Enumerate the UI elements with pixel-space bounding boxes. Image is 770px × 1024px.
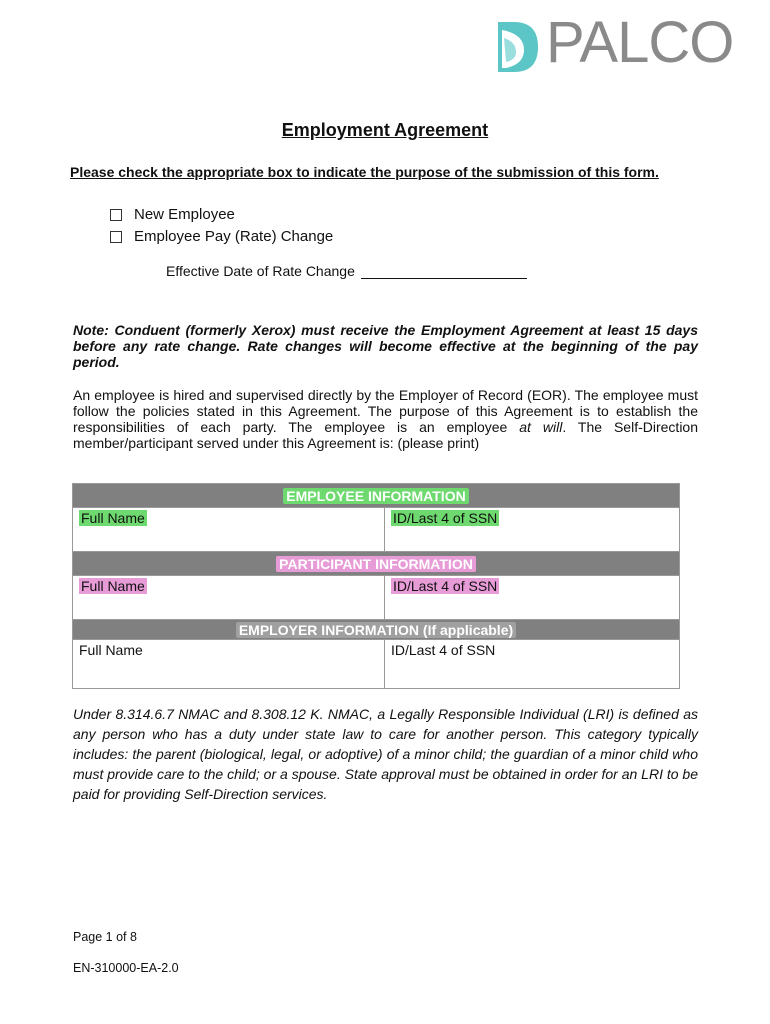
employee-full-name-label: Full Name [81, 510, 145, 526]
employee-id-label: ID/Last 4 of SSN [393, 510, 498, 526]
employee-id-field[interactable] [385, 508, 679, 551]
participant-full-name-field[interactable] [73, 576, 385, 619]
participant-info-header [73, 552, 679, 576]
employee-info-header [73, 484, 679, 508]
palco-logo [494, 10, 734, 76]
employee-info-row [73, 508, 679, 552]
checkbox-pay-rate-change[interactable] [110, 228, 333, 245]
at-will-emphasis: at will [519, 419, 563, 435]
checkbox-label: New Employee [134, 206, 235, 223]
lri-paragraph: Under 8.314.6.7 NMAC and 8.308.12 K. NMAC, a Legally Responsible Individual (LRI) is defined as any person who has a duty under state law to care for another person. This category typically includes: the parent (biological, legal, or adoptive) of a minor child; the guardian of a minor child who must provide care to the child; or a spouse. State approval must be obtained in order for an LRI to be paid for providing Self-Direction services. [73, 706, 698, 802]
employer-full-name-field[interactable] [73, 640, 385, 688]
intro-paragraph [73, 387, 698, 451]
employer-full-name-label: Full Name [79, 642, 143, 658]
employer-info-row [73, 640, 679, 688]
employer-id-field[interactable] [385, 640, 679, 688]
effective-date-row [166, 263, 527, 279]
information-table [72, 483, 680, 689]
document-title: Employment Agreement [281, 120, 489, 140]
effective-date-label: Effective Date of Rate Change [166, 263, 355, 279]
employer-info-title: EMPLOYER INFORMATION (If applicable) [236, 622, 516, 638]
effective-date-field[interactable] [361, 265, 527, 279]
employee-full-name-field[interactable] [73, 508, 385, 551]
document-id: EN-310000-EA-2.0 [73, 961, 179, 975]
employer-id-label: ID/Last 4 of SSN [391, 642, 496, 658]
employee-info-title: EMPLOYEE INFORMATION [283, 488, 468, 504]
participant-info-row [73, 576, 679, 620]
checkbox-new-employee[interactable] [110, 206, 235, 223]
intro-paragraph-part2: . The Self-Direction member/participant served under this Agreement is: (please print) [73, 419, 698, 451]
checkbox-label: Employee Pay (Rate) Change [134, 228, 334, 245]
employer-info-header [73, 620, 679, 640]
participant-full-name-label: Full Name [81, 578, 145, 594]
participant-info-title: PARTICIPANT INFORMATION [276, 556, 476, 572]
logo-wordmark: PALCO [546, 10, 734, 75]
participant-id-field[interactable] [385, 576, 679, 619]
checkbox-icon[interactable] [110, 231, 122, 243]
checkbox-icon[interactable] [110, 209, 122, 221]
palco-mark-icon [494, 16, 546, 78]
instruction-text: Please check the appropriate box to indicate the purpose of the submission of this form. [70, 164, 659, 180]
participant-id-label: ID/Last 4 of SSN [393, 578, 498, 594]
note-text: Note: Conduent (formerly Xerox) must receive the Employment Agreement at least 15 days before any rate change. Rate changes will become effective at the beginning of the pay period. [73, 322, 698, 370]
intro-paragraph-part1: An employee is hired and supervised directly by the Employer of Record (EOR). The employee must follow the policies stated in this Agreement. The purpose of this Agreement is to establish the responsibilities of each party. The employee is an employee [73, 387, 698, 435]
page-number: Page 1 of 8 [73, 930, 137, 944]
